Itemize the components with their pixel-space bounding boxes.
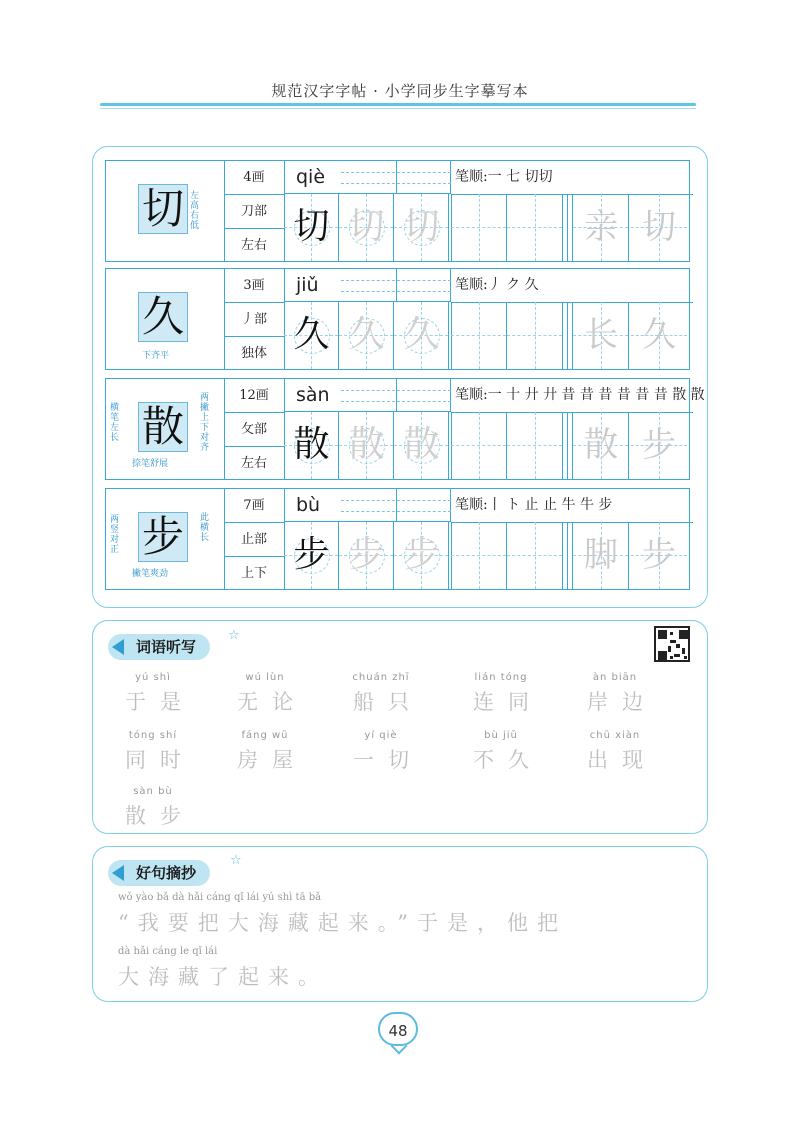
structure: 独体 [240, 346, 267, 361]
vocab-word-hanzi[interactable]: 无论 [237, 690, 307, 714]
char-info [224, 269, 285, 369]
trace-char[interactable]: 久 [348, 314, 385, 355]
radical: 丿部 [224, 303, 284, 337]
stroke-order [451, 269, 693, 303]
vocab-word-pinyin: tóng shí [128, 730, 178, 741]
big-char-cell [106, 379, 225, 479]
vocab-word [118, 786, 195, 830]
arrow-left-icon [112, 865, 124, 881]
character-row [105, 160, 690, 262]
big-char-cell [106, 489, 225, 589]
tian-grid-cell[interactable] [394, 522, 449, 589]
practice-area [451, 302, 689, 369]
writing-tip: 捺笔舒展 [132, 459, 169, 469]
tian-grid-cell[interactable] [394, 412, 449, 479]
star-icon: ☆ [230, 853, 242, 868]
star-icon: ☆ [228, 628, 240, 643]
pinyin: qiè [284, 161, 451, 194]
practice-cell[interactable] [507, 522, 563, 589]
qr-code[interactable] [654, 626, 690, 662]
character-row [105, 378, 705, 480]
page-number: 48 [378, 1012, 418, 1046]
tian-grid-cell[interactable] [394, 302, 449, 369]
practice-cell[interactable] [451, 522, 507, 589]
vocab-word-pinyin: lián tóng [474, 672, 528, 683]
vocab-word-pinyin: bù jiǔ [484, 730, 518, 741]
related-char[interactable]: 步 [642, 425, 676, 465]
writing-tip: 横笔左长 [110, 403, 120, 443]
trace-char[interactable]: 切 [403, 206, 440, 247]
vocab-word-pinyin: wú lùn [245, 672, 285, 683]
trace-char[interactable]: 步 [403, 534, 440, 575]
structure: 左右 [240, 456, 267, 471]
vocab-word-hanzi[interactable]: 同时 [125, 748, 195, 772]
tian-grid [284, 522, 452, 589]
practice-cell[interactable] [451, 412, 507, 479]
big-char-cell [106, 269, 225, 369]
sentence-line-1 [118, 892, 567, 937]
sentence-line-hanzi: “我要把大海藏起来。”于是，他把 [118, 911, 567, 935]
pinyin-grid[interactable] [341, 379, 451, 412]
sentence-line-pinyin: dà hǎi cáng le qǐ lái [118, 946, 218, 957]
tian-grid-cell[interactable] [339, 302, 394, 369]
stroke-order [451, 379, 705, 413]
vocab-word [118, 730, 195, 774]
stroke-count: 3画 [224, 269, 284, 303]
radical: 攵部 [224, 413, 284, 447]
practice-area [451, 412, 689, 479]
sentence-line-2 [118, 946, 328, 991]
model-char: 散 [293, 424, 330, 465]
stroke-order-label: 笔顺: [455, 169, 488, 185]
tian-grid-cell[interactable] [284, 194, 339, 261]
vocab-word-hanzi[interactable]: 连同 [473, 690, 543, 714]
vocab-word-pinyin: àn biān [592, 672, 638, 683]
writing-tip: 下齐平 [142, 351, 170, 361]
related-char[interactable]: 切 [642, 207, 676, 247]
vocab-word-hanzi[interactable]: 出现 [587, 748, 657, 772]
sentences-title-text: 好句摘抄 [136, 864, 197, 882]
vocab-word-hanzi[interactable]: 不久 [473, 748, 543, 772]
header-rule-thin [100, 108, 696, 109]
vocab-word-hanzi[interactable]: 船只 [353, 690, 423, 714]
page-title: 规范汉字字帖 · 小学同步生字摹写本 [271, 82, 529, 100]
big-char: 散 [138, 402, 188, 452]
model-char: 切 [293, 206, 330, 247]
vocab-word [230, 730, 307, 774]
sentence-line-pinyin: wǒ yào bǎ dà hǎi cáng qǐ lái yú shì tā bǎ [118, 892, 322, 903]
vocab-word-pinyin: sàn bù [133, 786, 173, 797]
practice-cell[interactable] [507, 194, 563, 261]
stroke-order [451, 489, 693, 523]
pinyin: sàn [284, 379, 451, 412]
tian-grid-cell[interactable] [284, 412, 339, 479]
stroke-order-sequence: 一 七 切切 [487, 169, 553, 185]
related-char[interactable]: 亲 [584, 207, 618, 247]
structure: 左右 [240, 238, 267, 253]
tian-grid-cell[interactable] [339, 522, 394, 589]
vocab-word-hanzi[interactable]: 一切 [353, 748, 423, 772]
related-char[interactable]: 脚 [584, 535, 618, 575]
vocab-word [118, 672, 195, 716]
writing-tip: 两竖对正 [110, 515, 120, 555]
pinyin-grid[interactable] [341, 489, 451, 522]
radical: 止部 [224, 523, 284, 557]
practice-area [451, 522, 689, 589]
character-row [105, 488, 690, 590]
practice-cell[interactable] [451, 302, 507, 369]
tian-grid-cell[interactable] [394, 194, 449, 261]
vocab-word [346, 672, 423, 716]
related-char[interactable]: 散 [584, 425, 618, 465]
vocab-word [466, 730, 543, 774]
sentences-section-title [108, 860, 210, 886]
pinyin: jiǔ [284, 269, 451, 302]
vocab-word-pinyin: chū xiàn [589, 730, 641, 741]
stroke-order-sequence: 丿 ク 久 [487, 277, 539, 293]
trace-char[interactable]: 切 [348, 206, 385, 247]
char-info [224, 161, 285, 261]
practice-cell[interactable] [507, 302, 563, 369]
tian-grid-cell[interactable] [339, 412, 394, 479]
practice-cell[interactable] [507, 412, 563, 479]
vocab-word-hanzi[interactable]: 于是 [125, 690, 195, 714]
tian-grid [284, 302, 452, 369]
stroke-order-label: 笔顺: [455, 387, 488, 403]
character-row [105, 268, 690, 370]
tian-grid-cell[interactable] [284, 522, 339, 589]
stroke-order-sequence: 一 十 廾 廾 昔 昔 昔 昔 昔 昔 散 散 [487, 387, 705, 403]
writing-tip: 左高右低 [190, 191, 200, 231]
vocab-word-pinyin: chuán zhī [352, 672, 410, 683]
vocab-word-hanzi[interactable]: 散步 [125, 804, 195, 828]
tian-grid-cell[interactable] [284, 302, 339, 369]
vocab-word-pinyin: fáng wū [241, 730, 289, 741]
big-char: 久 [138, 292, 188, 342]
practice-cell[interactable] [451, 194, 507, 261]
vocab-word [230, 672, 307, 716]
tian-grid [284, 194, 452, 261]
tian-grid-cell[interactable] [339, 194, 394, 261]
vocab-word [580, 672, 657, 716]
related-char[interactable]: 久 [642, 315, 676, 355]
stroke-order [451, 161, 693, 195]
writing-tip: 撇笔爽劲 [132, 569, 169, 579]
big-char: 步 [138, 512, 188, 562]
pinyin: bù [284, 489, 451, 522]
stroke-count: 12画 [224, 379, 284, 413]
related-char[interactable]: 步 [642, 535, 676, 575]
stroke-order-label: 笔顺: [455, 277, 488, 293]
trace-char[interactable]: 步 [348, 534, 385, 575]
model-char: 久 [293, 314, 330, 355]
trace-char[interactable]: 散 [403, 424, 440, 465]
char-info [224, 489, 285, 589]
writing-tip: 此横长 [200, 513, 210, 543]
big-char: 切 [138, 184, 188, 234]
stroke-order-sequence: 丨 ト 止 止 牛 牛 步 [487, 497, 613, 513]
vocab-section-title [108, 634, 210, 660]
vocab-title-text: 词语听写 [136, 638, 197, 656]
arrow-left-icon [112, 639, 124, 655]
vocab-word-pinyin: yí qiè [364, 730, 398, 741]
char-info [224, 379, 285, 479]
structure: 上下 [240, 566, 267, 581]
related-char[interactable]: 长 [584, 315, 618, 355]
radical: 刀部 [224, 195, 284, 229]
trace-char[interactable]: 久 [403, 314, 440, 355]
trace-char[interactable]: 散 [348, 424, 385, 465]
vocab-word [580, 730, 657, 774]
vocab-word-hanzi[interactable]: 岸边 [587, 690, 657, 714]
sentence-line-hanzi: 大海藏了起来。 [118, 965, 328, 989]
stroke-count: 7画 [224, 489, 284, 523]
big-char-cell [106, 161, 225, 261]
vocab-word [346, 730, 423, 774]
tian-grid [284, 412, 452, 479]
practice-area [451, 194, 689, 261]
writing-tip: 两撇上下对齐 [200, 393, 210, 453]
stroke-count: 4画 [224, 161, 284, 195]
stroke-order-label: 笔顺: [455, 497, 488, 513]
vocab-word-hanzi[interactable]: 房屋 [237, 748, 307, 772]
header-rule [100, 103, 696, 106]
model-char: 步 [293, 534, 330, 575]
vocab-word [466, 672, 543, 716]
pinyin-grid[interactable] [341, 161, 451, 194]
pinyin-grid[interactable] [341, 269, 451, 302]
vocab-word-pinyin: yú shì [135, 672, 171, 683]
